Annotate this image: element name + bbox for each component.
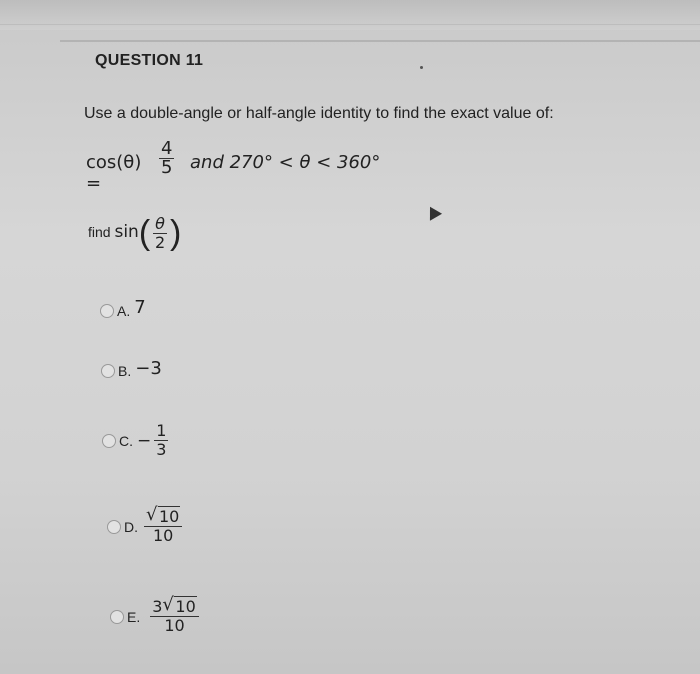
given-fraction-numerator: 4 — [161, 138, 173, 159]
option-b[interactable] — [101, 357, 162, 379]
option-d-numerator — [144, 504, 182, 527]
option-c-numerator: 1 — [156, 421, 167, 440]
option-a-radio[interactable] — [100, 304, 114, 318]
given-fraction — [159, 140, 174, 177]
find-fraction-numerator: θ — [155, 214, 165, 233]
option-c-letter: C. — [119, 432, 133, 449]
option-d-radicand: 10 — [159, 507, 180, 526]
top-bar — [0, 0, 700, 30]
option-c-denominator: 3 — [156, 440, 167, 459]
option-e-coef: 3 — [152, 597, 163, 616]
question-prompt: Use a double-angle or half-angle identity to find the exact value of: — [84, 105, 554, 122]
left-paren-icon: ( — [138, 214, 151, 252]
option-b-radio[interactable] — [101, 364, 115, 378]
option-b-value: −3 — [135, 357, 162, 379]
find-fraction — [153, 215, 167, 252]
option-a[interactable] — [100, 296, 146, 319]
find-label: find — [88, 224, 111, 241]
given-lhs: cos(θ) = — [86, 152, 142, 194]
given-condition: and 270° < θ < 360° — [190, 152, 381, 173]
sqrt-icon: √ 10 — [146, 504, 180, 526]
option-c[interactable] — [102, 422, 171, 459]
option-c-sign: − — [137, 430, 152, 451]
find-expression — [88, 214, 181, 253]
option-b-letter: B. — [118, 363, 132, 379]
option-e-fraction — [150, 594, 199, 635]
option-e-denominator: 10 — [164, 616, 185, 635]
option-d[interactable] — [107, 504, 185, 545]
given-fraction-denominator: 5 — [161, 157, 173, 178]
option-c-fraction — [154, 422, 168, 459]
find-func: sin — [114, 222, 139, 243]
option-c-radio[interactable] — [102, 434, 116, 448]
top-divider — [0, 24, 700, 25]
option-a-letter: A. — [117, 303, 131, 319]
option-d-fraction — [144, 504, 182, 545]
option-a-value: 7 — [134, 296, 146, 318]
question-divider — [60, 40, 700, 42]
option-e-radicand: 10 — [175, 597, 196, 616]
right-paren-icon: ) — [169, 214, 182, 252]
mouse-pointer-icon — [424, 203, 442, 220]
question-title: QUESTION 11 — [95, 52, 204, 69]
option-d-letter: D. — [124, 518, 138, 535]
option-d-denominator: 10 — [153, 526, 174, 545]
dot-mark — [420, 66, 423, 69]
option-e-letter: E. — [127, 608, 141, 625]
option-e-radio[interactable] — [110, 610, 124, 624]
option-e[interactable] — [110, 594, 202, 635]
sqrt-icon: √ 10 — [162, 594, 196, 616]
find-fraction-denominator: 2 — [154, 233, 166, 252]
option-d-radio[interactable] — [107, 520, 121, 534]
option-e-numerator — [150, 594, 199, 617]
